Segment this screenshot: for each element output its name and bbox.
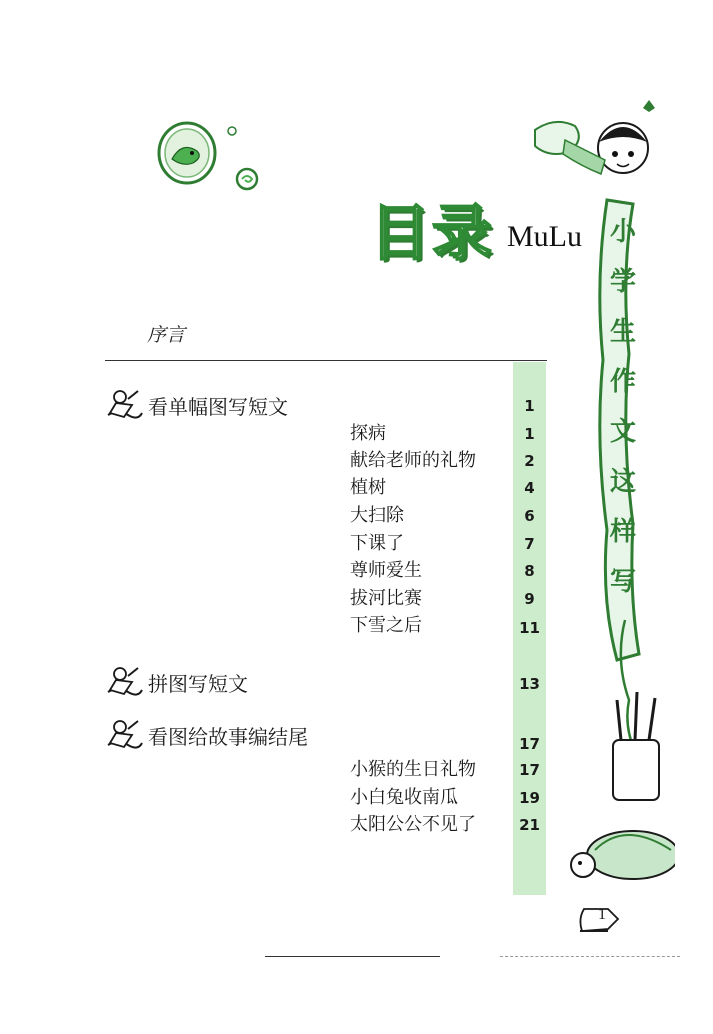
toc-page-number: 21 bbox=[519, 816, 540, 834]
toc-entry[interactable]: 拔河比赛 bbox=[350, 588, 422, 609]
svg-text:生: 生 bbox=[610, 317, 637, 347]
svg-text:样: 样 bbox=[610, 517, 637, 547]
section-title: 看单幅图写短文 bbox=[148, 394, 288, 419]
toc-entry[interactable]: 小白兔收南瓜 bbox=[350, 787, 458, 808]
toc-page-number: 17 bbox=[519, 761, 540, 779]
toc-page-number: 1 bbox=[524, 425, 535, 443]
toc-entry[interactable]: 下课了 bbox=[350, 533, 404, 554]
turtle-cartoon-icon bbox=[571, 831, 675, 879]
page-title: 目录 bbox=[370, 199, 494, 269]
page-title-pinyin: MuLu bbox=[507, 220, 582, 253]
small-bubble-icon bbox=[228, 127, 236, 135]
section-page-number: 17 bbox=[519, 735, 540, 753]
svg-text:学: 学 bbox=[610, 267, 637, 297]
section-header[interactable] bbox=[104, 715, 308, 755]
pencil-cup-icon bbox=[613, 692, 659, 800]
toc-entry[interactable]: 尊师爱生 bbox=[350, 560, 422, 581]
toc-page-number: 4 bbox=[524, 479, 535, 497]
kid-writing-icon bbox=[104, 385, 144, 425]
bird-bubble-icon bbox=[159, 123, 215, 183]
svg-text:文: 文 bbox=[610, 417, 637, 447]
bubble-decoration bbox=[150, 115, 270, 200]
section-header[interactable] bbox=[104, 662, 248, 702]
kid-writing-icon bbox=[104, 715, 144, 755]
toc-page-number: 9 bbox=[524, 590, 535, 608]
section-title: 看图给故事编结尾 bbox=[148, 724, 308, 749]
svg-text:写: 写 bbox=[610, 567, 637, 597]
toc-page-number: 7 bbox=[524, 535, 535, 553]
footer-divider-dashed bbox=[500, 956, 680, 957]
toc-entry[interactable]: 献给老师的礼物 bbox=[350, 450, 476, 471]
page-number: 1 bbox=[598, 906, 606, 923]
toc-entry[interactable]: 植树 bbox=[350, 477, 386, 498]
toc-page-number: 19 bbox=[519, 789, 540, 807]
section-header[interactable] bbox=[104, 385, 288, 425]
toc-page-number: 6 bbox=[524, 507, 535, 525]
svg-text:小: 小 bbox=[610, 217, 637, 247]
footer-divider bbox=[265, 956, 440, 957]
header-divider bbox=[105, 360, 547, 361]
toc-entry[interactable]: 小猴的生日礼物 bbox=[350, 759, 476, 780]
section-page-number: 13 bbox=[519, 675, 540, 693]
kid-cartoon-icon bbox=[535, 100, 655, 174]
section-page-number: 1 bbox=[524, 397, 535, 415]
toc-entry[interactable]: 探病 bbox=[350, 423, 386, 444]
toc-page-number: 2 bbox=[524, 452, 535, 470]
section-title: 拼图写短文 bbox=[148, 671, 248, 696]
preface-title: 序言 bbox=[147, 324, 186, 346]
toc-page-number: 8 bbox=[524, 562, 535, 580]
side-banner-illustration bbox=[525, 100, 675, 900]
swirl-bubble-icon bbox=[237, 169, 257, 189]
toc-page-number: 11 bbox=[519, 619, 540, 637]
svg-text:作: 作 bbox=[610, 367, 637, 397]
kid-writing-icon bbox=[104, 662, 144, 702]
toc-entry[interactable]: 太阳公公不见了 bbox=[350, 814, 476, 835]
toc-entry[interactable]: 大扫除 bbox=[350, 505, 404, 526]
toc-entry[interactable]: 下雪之后 bbox=[350, 615, 422, 636]
svg-text:这: 这 bbox=[610, 467, 637, 497]
